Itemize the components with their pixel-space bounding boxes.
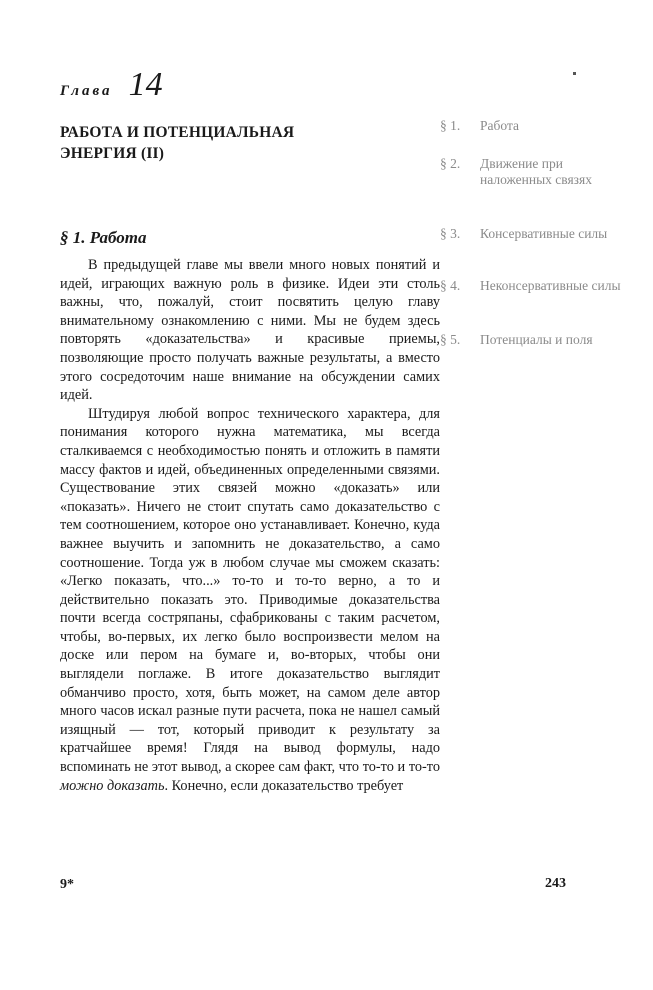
chapter-label: Глава	[60, 83, 113, 99]
body-text	[60, 256, 440, 795]
printer-signature: 9*	[60, 877, 74, 892]
toc-section-title: Неконсервативные силы	[480, 278, 621, 293]
section-heading: § 1. Работа	[60, 228, 147, 247]
toc-section-number: § 1.	[440, 118, 461, 133]
toc-section-number: § 4.	[440, 278, 461, 293]
paragraph-text-tail: . Конечно, если доказательство требует	[164, 777, 404, 794]
toc-section-title: Консервативные силы	[480, 226, 608, 241]
chapter-number: 14	[128, 66, 163, 103]
toc-section-title: Потенциалы и поля	[480, 332, 593, 347]
toc-section-title: Движение при наложенных связях	[480, 156, 592, 187]
chapter-header	[60, 66, 163, 106]
paragraph: В предыдущей главе мы ввели много новых понятий и идей, играющих важную роль в физике. Идеи эти столь важны, что, пожалуй, стоит посвятить целую главу внимательному ознакомлению с ними. Мы не будем здесь повторять «доказательства» и красивые приемы, позволяющие просто получать важные результаты, а вместо этого сосредоточим наше внимание на обсуждении самих идей.	[60, 257, 440, 404]
toc-section-title: Работа	[480, 118, 519, 133]
page-number: 243	[545, 876, 566, 891]
paragraph-text: Штудируя любой вопрос технического характера, для понимания которого нужна математика, мы всегда сталкиваемся с необходимостью понять и отложить в памяти массу фактов и идей, объединенных определенными связями. Существование этих связей можно «доказать» или «показать». Ничего не стоит спутать само доказательство с тем соотношением, которое оно устанавливает. Конечно, куда важнее выучить и запомнить не доказательство, а само соотношение. Тогда уж в любом случае мы сможем сказать: «Легко показать, что...» то-то и то-то верно, а то и действительно показать это. Приводимые доказательства почти всегда состряпаны, сфабрикованы с таким расчетом, чтобы, во-первых, их легко было воспроизвести мелом на доске или пером на бумаге и, во-вторых, чтобы они выглядели поглаже. В итоге доказательство выглядит обманчиво просто, хотя, быть может, на самом деле автор много часов искал разные пути расчета, пока не нашел самый изящный — тот, который приводит к результату за кратчайшее время! Глядя на вывод формулы, надо вспоминать не этот вывод, а скорее сам факт, что то-то и то-то	[60, 405, 440, 776]
emphasis-text: можно доказать	[60, 777, 165, 794]
print-mark	[573, 72, 576, 75]
toc-section-number: § 5.	[440, 332, 461, 347]
chapter-title: РАБОТА И ПОТЕНЦИАЛЬНАЯ ЭНЕРГИЯ (II)	[60, 124, 295, 162]
toc-section-number: § 3.	[440, 226, 461, 241]
paragraph	[60, 405, 440, 795]
toc-section-number: § 2.	[440, 156, 461, 171]
